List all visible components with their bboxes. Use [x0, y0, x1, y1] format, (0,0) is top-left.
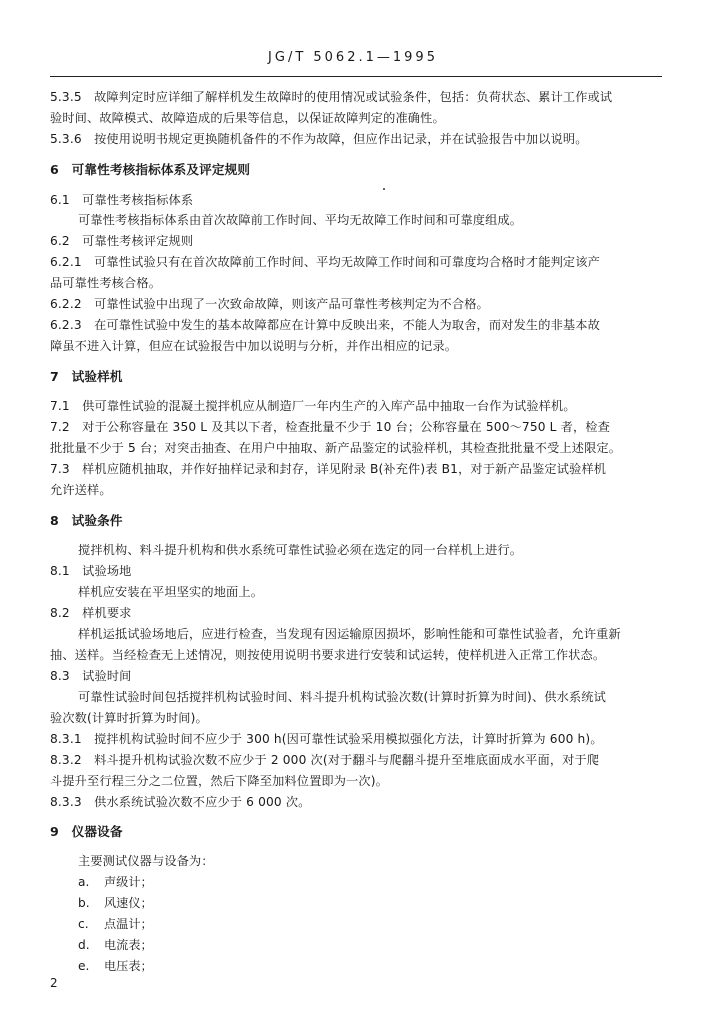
clause-6-2-3-line-2: 障虽不进入计算，但应在试验报告中加以说明与分析，并作出相应的记录。 [50, 339, 458, 353]
clause-8-1-body: 样机应安装在平坦坚实的地面上。 [78, 585, 264, 599]
header-rule [50, 76, 662, 77]
section-9-title: 9 仪器设备 [50, 824, 123, 839]
clause-8-2-line-2: 抽、送样。当经检查无上述情况，则按使用说明书要求进行安装和试运转，使样机进入正常工作状态。 [50, 648, 606, 662]
section-7-title: 7 试验样机 [50, 369, 123, 384]
clause-6-1: 6.1 可靠性考核指标体系 [50, 193, 194, 207]
clause-6-2: 6.2 可靠性考核评定规则 [50, 234, 194, 248]
clause-5-3-5-line-1: 5.3.5 故障判定时应详细了解样机发生故障时的使用情况或试验条件，包括：负荷状态、累计工作或试 [50, 90, 613, 104]
list-item-text: 电压表； [104, 959, 153, 973]
clause-5-3-6: 5.3.6 按使用说明书规定更换随机备件的不作为故障，但应作出记录，并在试验报告中加以说明。 [50, 132, 588, 146]
list-item-text: 声级计； [104, 875, 153, 889]
clause-7-3-line-1: 7.3 样机应随机抽取，并作好抽样记录和封存，详见附录 B(补充件)表 B1，对于新产品鉴定试验样机 [50, 462, 607, 476]
clause-7-1: 7.1 供可靠性试验的混凝土搅拌机应从制造厂一年内生产的入库产品中抽取一台作为试验样机。 [50, 399, 576, 413]
list-item-text: 电流表； [104, 938, 153, 952]
section-8-intro: 搅拌机构、料斗提升机构和供水系统可靠性试验必须在选定的同一台样机上进行。 [78, 543, 523, 557]
list-item-text: 风速仪； [104, 896, 153, 910]
clause-7-2-line-2: 批批量不少于 5 台；对突击抽查、在用户中抽取、新产品鉴定的试验样机，其检查批批量不受上述限定。 [50, 441, 622, 455]
list-item-label: d. [78, 938, 90, 952]
page-header: JG/T 5062.1—1995 [268, 50, 438, 65]
section-8-title: 8 试验条件 [50, 513, 123, 528]
clause-8-3-2-line-1: 8.3.2 料斗提升机构试验次数不应少于 2 000 次(对于翻斗与爬翻斗提升至堆底面成水平面，对于爬 [50, 753, 600, 767]
list-item-text: 点温计； [104, 917, 153, 931]
clause-8-3-3: 8.3.3 供水系统试验次数不应少于 6 000 次。 [50, 795, 311, 809]
clause-8-1: 8.1 试验场地 [50, 564, 132, 578]
page-number: 2 [50, 976, 58, 990]
list-item-label: b. [78, 896, 90, 910]
clause-8-2: 8.2 样机要求 [50, 606, 132, 620]
clause-8-3-line-1: 可靠性试验时间包括搅拌机构试验时间、料斗提升机构试验次数(计算时折算为时间)、供水系统试 [78, 690, 606, 704]
clause-8-3-1: 8.3.1 搅拌机构试验时间不应少于 300 h(因可靠性试验采用模拟强化方法，计算时折算为 600 h)。 [50, 732, 603, 746]
list-item-label: c. [78, 917, 89, 931]
list-item-label: a. [78, 875, 90, 889]
clause-5-3-5-line-2: 验时间、故障模式、故障造成的后果等信息，以保证故障判定的准确性。 [50, 111, 445, 125]
clause-8-2-line-1: 样机运抵试验场地后，应进行检查，当发现有因运输原因损坏，影响性能和可靠性试验者，允许重新 [78, 627, 621, 641]
clause-6-2-1-line-2: 品可靠性考核合格。 [50, 276, 162, 290]
clause-7-3-line-2: 允许送样。 [50, 483, 112, 497]
list-item-label: e. [78, 959, 90, 973]
clause-8-3: 8.3 试验时间 [50, 669, 132, 683]
section-9-intro: 主要测试仪器与设备为： [78, 854, 214, 868]
scan-speck [383, 188, 385, 190]
clause-6-2-1-line-1: 6.2.1 可靠性试验只有在首次故障前工作时间、平均无故障工作时间和可靠度均合格时才能判定该产 [50, 255, 600, 269]
clause-6-1-body: 可靠性考核指标体系由首次故障前工作时间、平均无故障工作时间和可靠度组成。 [78, 213, 523, 227]
clause-8-3-2-line-2: 斗提升至行程三分之二位置，然后下降至加料位置即为一次)。 [50, 774, 389, 788]
clause-6-2-2: 6.2.2 可靠性试验中出现了一次致命故障，则该产品可靠性考核判定为不合格。 [50, 297, 489, 311]
clause-6-2-3-line-1: 6.2.3 在可靠性试验中发生的基本故障都应在计算中反映出来，不能人为取舍，而对发生的非基本故 [50, 318, 600, 332]
clause-7-2-line-1: 7.2 对于公称容量在 350 L 及其以下者，检查批量不少于 10 台；公称容量在 500～750 L 者，检查 [50, 420, 610, 434]
clause-8-3-line-2: 验次数(计算时折算为时间)。 [50, 711, 208, 725]
section-6-title: 6 可靠性考核指标体系及评定规则 [50, 162, 251, 177]
